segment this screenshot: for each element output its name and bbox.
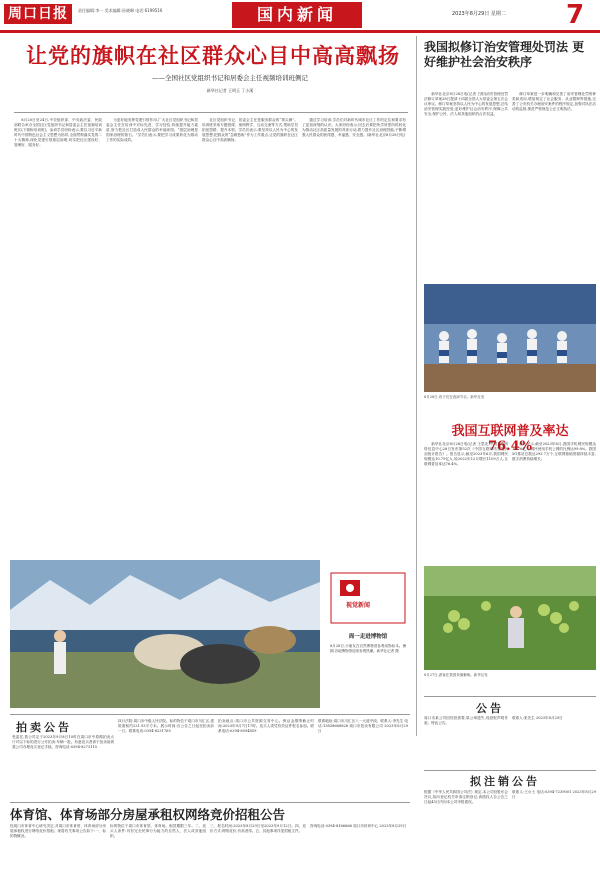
- paragraph: 社区党组织书记、居委会主任是服务群众的“领头雁”。培训班采取专题授课、案例教学、互动交流等方式,帮助学员拓宽思路、提升本领。学员们表示,要坚持以人民为中心的发展思想,把群众的“急难愁盼”作为工作重点,让党的旗帜在社区群众心目中高高飘扬。: [202, 118, 298, 143]
- announcement-text: 周口市某公司因经营需要,原公章遗失,现登报声明作废。特此公告。: [424, 716, 508, 726]
- section-title: 国内新闻: [232, 2, 362, 28]
- divider: [424, 770, 596, 771]
- main-byline: 新华社记者 王明玉 丁小溪: [206, 88, 254, 93]
- internet-article-column-1: [424, 442, 508, 558]
- paragraph: 新华社北京8月28日电(记者 白阳)治安管理处罚法修订草案28日提请十四届全国人大常委会第五次会议审议。修订草案坚持以人民为中心的发展思想,总结治安管理实践经验,更好维护社会治安秩序,保障公共安全,保护公民、法人和其他组织的合法权益。: [424, 92, 508, 117]
- masthead: [0, 0, 600, 36]
- divider: [424, 696, 596, 697]
- issue-date: 2023年8月29日 星期二: [452, 11, 506, 17]
- museum-headline: 周一走进博物馆: [348, 634, 388, 640]
- rental-notice-column: 经周口市体育中心研究决定,对周口市体育馆、体育场部分房屋承租权进行网络竞价招租。现将有关事项公告如下:一、标的物概况。: [10, 824, 106, 839]
- vineyard-photo-caption: 8月27日,游客在果园采摘葡萄。新华社发: [424, 673, 488, 677]
- divider: [10, 802, 410, 803]
- rental-notice-column: 标的物位于周口市体育馆、体育场。租赁期限三年。二、竞买人条件:具有完全民事行为能力的自然人、法人或其他组织。: [110, 824, 206, 839]
- main-article-column-1: [14, 118, 102, 538]
- deregistration-notice-title: 拟注销公告: [470, 775, 540, 788]
- auction-notice-text: 受委托,我公司定于2023年9月8日10时在周口市中原路拍卖大厅对以下标的进行公开拍卖:车辆一批。有意竞买者请于拍卖前到我公司办理竞买登记手续。咨询电话:0394-8273115: [12, 735, 114, 750]
- main-headline: 让党的旗帜在社区群众心目中高高飘扬: [26, 43, 400, 68]
- notice-text: 联系地址:周口市川汇区八一大道中段。联系人:李先生 电话:13838668828 周口市拍卖有限公司 2023年8月29日: [318, 719, 408, 734]
- column-divider: [416, 36, 417, 736]
- deregistration-notice-text: 根据《中华人民共和国公司法》规定,本公司经股东会决议,拟向登记机关申请注销登记,请债权人自公告之日起45日内向本公司申报债权。: [424, 790, 508, 805]
- museum-photo: [10, 560, 320, 708]
- deregistration-notice-text: 联系人:王女士 电话:0394-7239001 2023年8月29日: [512, 790, 596, 800]
- paragraph: 为更好地发挥党建引领作用,广大社区党组织书记和居委会主任在培训中对标先进、学习经验,持续提升能力素质,努力把社区打造成人民群众的幸福家园。“基层治理是国家治理的基石。”学员们表示,要把学习成果转化为推动工作的实际成效。: [106, 118, 198, 143]
- auction-notice-title: 拍卖公告: [16, 721, 72, 734]
- internet-article-headline: 我国互联网普及率达76.4%: [451, 424, 569, 454]
- paragraph: 8月20日至24日,中央组织部、中央政法委、民政部联合举办全国社区党组织书记和居委会主任视频培训班(以下简称培训班)。参训学员纷纷表示,要以习近平新时代中国特色社会主义思想为指导,全面贯彻落实党的二十大精神,深化党建引领基层治理,切实把社区建设好、管理好、服务好。: [14, 118, 102, 148]
- divider: [14, 112, 408, 113]
- main-article-column-3: [202, 118, 298, 538]
- notice-text: 拍卖地点:周口市公共资源交易中心。保证金缴纳截止时间:2023年9月7日17时。竞买人须凭有效证件报名参加。联系电话:0394-8594859: [218, 719, 314, 734]
- visual-news-tag: [330, 572, 406, 624]
- paragraph: 报告显示,截至2023年6月,我国手机网民规模达10.76亿人,网民使用手机上网的比例达99.8%。我国5G基站总数达293.7万个,互联网基础资源持续丰富,数字消费持续增长。: [512, 442, 596, 462]
- main-subtitle: ——全国社区党组织书记和居委会主任视频培训班侧记: [152, 74, 308, 82]
- rental-bidding-notice-title: 体育馆、体育场部分房屋承租权网络竞价招租公告: [10, 807, 286, 822]
- museum-caption: 8月28日,小朋友在自然博物馆参观动物标本。暑期,各地博物馆迎来参观热潮。新华社记者 摄: [330, 644, 406, 653]
- performance-photo: [424, 284, 596, 392]
- page-number: 7: [566, 0, 585, 30]
- rental-notice-column: 三、报名时间:2023年8月29日至2023年9月12日。四、竞价方式:网络竞价,价高者得。五、其他事项详见招租文件。: [210, 824, 306, 834]
- announcement-title: 公告: [476, 702, 504, 715]
- visual-news-label: 视觉新闻: [346, 602, 371, 609]
- main-article-column-2: [106, 118, 198, 538]
- vineyard-photo: [424, 566, 596, 670]
- masthead-rule: [0, 30, 600, 33]
- law-article-column-2: [512, 92, 596, 276]
- editor-info: 责任编辑:李一 美术编辑:孙晓琳 电话:6199516: [78, 8, 163, 13]
- notice-text: 执行法院:周口市中级人民法院。标的物位于周口市川汇区,建筑面积约221.93平方米。展示时间:自公告之日起至拍卖前一日。联系电话:0394-8231765: [118, 719, 214, 734]
- law-article-headline: 我国拟修订治安管理处罚法 更好维护社会治安秩序: [424, 40, 585, 69]
- rental-notice-column: 咨询电话:0394-8166666 周口市体育中心 2023年8月29日: [310, 824, 407, 828]
- performance-photo-caption: 8月28日,孩子们在表演节目。新华社发: [424, 395, 485, 399]
- divider: [10, 714, 410, 715]
- law-article-column-1: [424, 92, 508, 276]
- paragraph: 新华社北京8月28日电(记者 王思北)中国互联网络信息中心28日发布第52次《中国互联网络发展状况统计报告》。报告显示,截至2023年6月,我国网民规模达10.79亿人,较2022年12月增长1109万人,互联网普及率达76.4%。: [424, 442, 508, 467]
- announcement-text: 联系人:张先生 2023年8月29日: [512, 716, 563, 720]
- paragraph: 通过学习培训,学员们对新时代城市社区工作的定位和要求有了更加深刻的认识。大家纷纷表示,回去后要把所学所思所悟转化为推动社区高质量发展的具体行动,着力提升社区治理效能,不断增强人民群众的获得感、幸福感、安全感。(新华社北京8月28日电): [302, 118, 406, 138]
- paragraph: 修订草案进一步明确和完善了治安管理处罚的种类和适用,增加规定了社会服务、从业限制等措施,完善了公安机关办理治安案件的程序规定,加强对执法活动的监督,推进严格规范公正文明执法。: [512, 92, 596, 112]
- main-article-column-4: [302, 118, 406, 548]
- newspaper-logo: 周口日报: [4, 4, 72, 24]
- internet-article-column-2: [512, 442, 596, 558]
